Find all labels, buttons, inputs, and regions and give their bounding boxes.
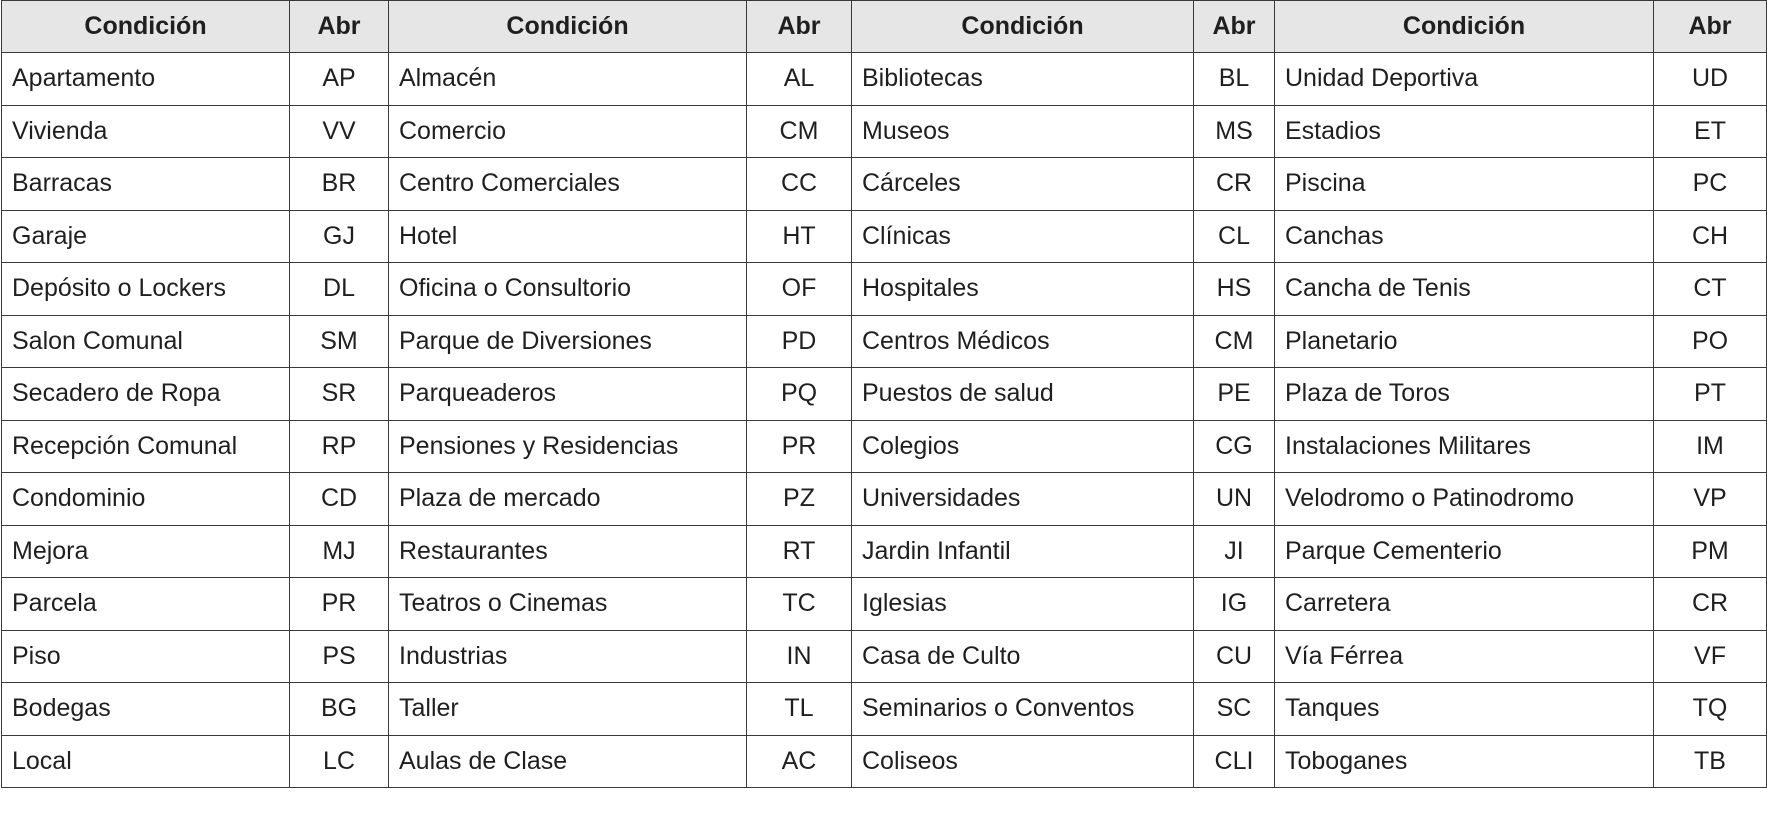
- abbreviation-cell: VV: [290, 105, 389, 158]
- abbreviation-cell: TC: [747, 578, 852, 631]
- abbreviation-cell: BL: [1194, 53, 1275, 106]
- header-abbr-3: Abr: [1194, 1, 1275, 53]
- abbreviation-cell: BG: [290, 683, 389, 736]
- condition-cell: Local: [2, 735, 290, 788]
- header-row: [2, 1, 1767, 53]
- condition-cell: Instalaciones Militares: [1275, 420, 1654, 473]
- condition-cell: Vía Férrea: [1275, 630, 1654, 683]
- abbreviation-cell: PR: [747, 420, 852, 473]
- abbreviation-cell: PE: [1194, 368, 1275, 421]
- condition-cell: Estadios: [1275, 105, 1654, 158]
- abbreviation-cell: MS: [1194, 105, 1275, 158]
- condition-cell: Bodegas: [2, 683, 290, 736]
- condition-cell: Bibliotecas: [852, 53, 1194, 106]
- abbreviation-cell: UN: [1194, 473, 1275, 526]
- table-row: [2, 420, 1767, 473]
- condition-cell: Plaza de mercado: [389, 473, 747, 526]
- abbreviation-cell: HT: [747, 210, 852, 263]
- condition-cell: Unidad Deportiva: [1275, 53, 1654, 106]
- condition-abbreviation-table: [1, 0, 1767, 788]
- abbreviation-cell: CLI: [1194, 735, 1275, 788]
- abbreviation-cell: CG: [1194, 420, 1275, 473]
- condition-cell: Garaje: [2, 210, 290, 263]
- table-row: [2, 735, 1767, 788]
- abbreviation-cell: VF: [1654, 630, 1767, 683]
- header-abbr-4: Abr: [1654, 1, 1767, 53]
- abbreviation-cell: PR: [290, 578, 389, 631]
- abbreviation-cell: ET: [1654, 105, 1767, 158]
- condition-cell: Barracas: [2, 158, 290, 211]
- table-row: [2, 578, 1767, 631]
- abbreviation-cell: JI: [1194, 525, 1275, 578]
- condition-cell: Tanques: [1275, 683, 1654, 736]
- condition-cell: Universidades: [852, 473, 1194, 526]
- abbreviation-cell: MJ: [290, 525, 389, 578]
- condition-cell: Colegios: [852, 420, 1194, 473]
- condition-cell: Toboganes: [1275, 735, 1654, 788]
- condition-cell: Almacén: [389, 53, 747, 106]
- abbreviation-cell: CR: [1654, 578, 1767, 631]
- condition-cell: Hotel: [389, 210, 747, 263]
- abbreviation-cell: AP: [290, 53, 389, 106]
- condition-cell: Condominio: [2, 473, 290, 526]
- abbreviation-cell: AL: [747, 53, 852, 106]
- condition-cell: Depósito o Lockers: [2, 263, 290, 316]
- table-row: [2, 368, 1767, 421]
- table-row: [2, 53, 1767, 106]
- abbreviation-cell: DL: [290, 263, 389, 316]
- condition-cell: Pensiones y Residencias: [389, 420, 747, 473]
- header-abbr-1: Abr: [290, 1, 389, 53]
- abbreviation-cell: HS: [1194, 263, 1275, 316]
- condition-cell: Restaurantes: [389, 525, 747, 578]
- header-condition-4: Condición: [1275, 1, 1654, 53]
- table-row: [2, 158, 1767, 211]
- abbreviation-cell: CL: [1194, 210, 1275, 263]
- condition-cell: Puestos de salud: [852, 368, 1194, 421]
- condition-cell: Parcela: [2, 578, 290, 631]
- abbreviation-cell: CM: [1194, 315, 1275, 368]
- condition-cell: Industrias: [389, 630, 747, 683]
- abbreviation-cell: SC: [1194, 683, 1275, 736]
- header-condition-3: Condición: [852, 1, 1194, 53]
- condition-cell: Aulas de Clase: [389, 735, 747, 788]
- abbreviation-cell: TB: [1654, 735, 1767, 788]
- abbreviation-cell: PZ: [747, 473, 852, 526]
- abbreviation-cell: PC: [1654, 158, 1767, 211]
- abbreviation-cell: IM: [1654, 420, 1767, 473]
- abbreviation-cell: IN: [747, 630, 852, 683]
- table-row: [2, 210, 1767, 263]
- abbreviation-cell: GJ: [290, 210, 389, 263]
- condition-cell: Hospitales: [852, 263, 1194, 316]
- condition-cell: Parque Cementerio: [1275, 525, 1654, 578]
- header-abbr-2: Abr: [747, 1, 852, 53]
- condition-cell: Seminarios o Conventos: [852, 683, 1194, 736]
- condition-cell: Apartamento: [2, 53, 290, 106]
- condition-cell: Casa de Culto: [852, 630, 1194, 683]
- table-row: [2, 105, 1767, 158]
- condition-cell: Piso: [2, 630, 290, 683]
- abbreviation-cell: PM: [1654, 525, 1767, 578]
- abbreviation-cell: PQ: [747, 368, 852, 421]
- condition-cell: Velodromo o Patinodromo: [1275, 473, 1654, 526]
- condition-cell: Piscina: [1275, 158, 1654, 211]
- condition-cell: Teatros o Cinemas: [389, 578, 747, 631]
- abbreviation-cell: RT: [747, 525, 852, 578]
- condition-cell: Centro Comerciales: [389, 158, 747, 211]
- abbreviation-cell: LC: [290, 735, 389, 788]
- abbreviation-cell: TL: [747, 683, 852, 736]
- condition-cell: Vivienda: [2, 105, 290, 158]
- condition-cell: Mejora: [2, 525, 290, 578]
- condition-cell: Centros Médicos: [852, 315, 1194, 368]
- condition-cell: Jardin Infantil: [852, 525, 1194, 578]
- condition-cell: Iglesias: [852, 578, 1194, 631]
- abbreviation-cell: PO: [1654, 315, 1767, 368]
- abbreviation-cell: PS: [290, 630, 389, 683]
- table-body: [2, 53, 1767, 788]
- abbreviation-cell: CC: [747, 158, 852, 211]
- abbreviation-cell: RP: [290, 420, 389, 473]
- abbreviation-cell: IG: [1194, 578, 1275, 631]
- abbreviation-cell: CM: [747, 105, 852, 158]
- table-row: [2, 683, 1767, 736]
- condition-cell: Plaza de Toros: [1275, 368, 1654, 421]
- condition-cell: Secadero de Ropa: [2, 368, 290, 421]
- abbreviation-cell: AC: [747, 735, 852, 788]
- abbreviation-cell: SM: [290, 315, 389, 368]
- condition-cell: Taller: [389, 683, 747, 736]
- condition-cell: Museos: [852, 105, 1194, 158]
- condition-cell: Canchas: [1275, 210, 1654, 263]
- condition-cell: Parqueaderos: [389, 368, 747, 421]
- abbreviation-cell: UD: [1654, 53, 1767, 106]
- condition-cell: Parque de Diversiones: [389, 315, 747, 368]
- condition-cell: Coliseos: [852, 735, 1194, 788]
- table-row: [2, 263, 1767, 316]
- abbreviation-cell: CH: [1654, 210, 1767, 263]
- table-row: [2, 525, 1767, 578]
- abbreviation-cell: SR: [290, 368, 389, 421]
- table-header: [2, 1, 1767, 53]
- condition-cell: Salon Comunal: [2, 315, 290, 368]
- header-condition-2: Condición: [389, 1, 747, 53]
- condition-cell: Clínicas: [852, 210, 1194, 263]
- abbreviation-cell: TQ: [1654, 683, 1767, 736]
- abbreviation-cell: CD: [290, 473, 389, 526]
- condition-cell: Cancha de Tenis: [1275, 263, 1654, 316]
- condition-cell: Comercio: [389, 105, 747, 158]
- abbreviation-cell: CU: [1194, 630, 1275, 683]
- abbreviation-cell: VP: [1654, 473, 1767, 526]
- abbreviation-cell: CT: [1654, 263, 1767, 316]
- condition-cell: Oficina o Consultorio: [389, 263, 747, 316]
- header-condition-1: Condición: [2, 1, 290, 53]
- abbreviation-cell: PD: [747, 315, 852, 368]
- abbreviation-cell: CR: [1194, 158, 1275, 211]
- table-wrapper: [1, 0, 1767, 788]
- table-row: [2, 473, 1767, 526]
- condition-cell: Carretera: [1275, 578, 1654, 631]
- condition-cell: Cárceles: [852, 158, 1194, 211]
- condition-cell: Recepción Comunal: [2, 420, 290, 473]
- abbreviation-cell: PT: [1654, 368, 1767, 421]
- condition-cell: Planetario: [1275, 315, 1654, 368]
- table-row: [2, 630, 1767, 683]
- abbreviation-cell: BR: [290, 158, 389, 211]
- table-row: [2, 315, 1767, 368]
- abbreviation-cell: OF: [747, 263, 852, 316]
